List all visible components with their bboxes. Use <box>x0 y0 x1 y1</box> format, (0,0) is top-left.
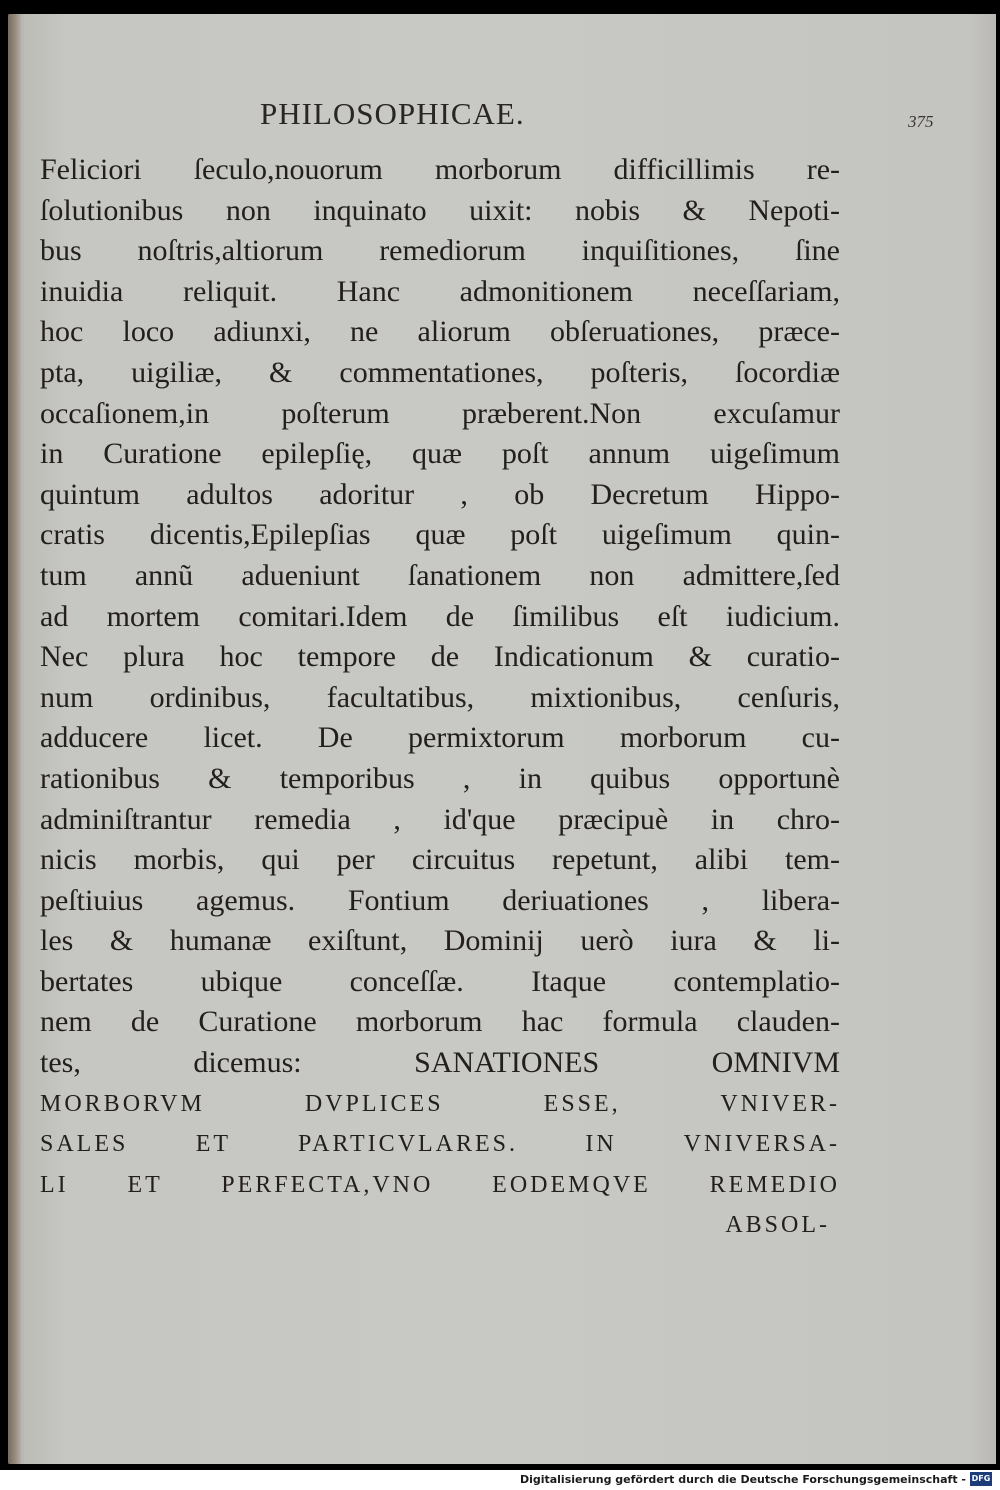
page-number: 375 <box>908 112 934 131</box>
page-binding-edge <box>8 14 22 1464</box>
running-head: PHILOSOPHICAE. <box>260 96 525 131</box>
text-line: inuidia reliquit. Hanc admonitionem neceſſariam, <box>40 274 840 308</box>
text-line: ſolutionibus non inquinato uixit: nobis & Nepoti- <box>40 193 840 227</box>
text-line: num ordinibus, facultatibus, mixtionibus, cenſuris, <box>40 680 840 714</box>
text-line: tum annũ adueniunt ſanationem non admittere,ſed <box>40 558 840 592</box>
text-line: rationibus & temporibus , in quibus opportunè <box>40 761 840 795</box>
text-line: Feliciori ſeculo,nouorum morborum difficillimis re- <box>40 153 840 186</box>
text-line: in Curatione epilepſię, quæ poſt annum uigeſimum <box>40 437 840 471</box>
body-text <box>40 150 840 1246</box>
text-line: ad mortem comitari.Idem de ſimilibus eſt iudicium. <box>40 599 840 633</box>
text-line: bus noſtris,altiorum remediorum inquiſitiones, ſine <box>40 234 840 268</box>
catchword-line: ABSOL- <box>725 1212 830 1239</box>
text-line: hoc loco adiunxi, ne aliorum obſeruationes, præce- <box>40 315 840 349</box>
text-line: adducere licet. De permixtorum morborum cu- <box>40 721 840 755</box>
text-line: pta, uigiliæ, & commentationes, poſteris, ſocordiæ <box>40 355 840 389</box>
text-line: adminiſtrantur remedia , id'que præcipuè in chro- <box>40 802 840 836</box>
text-line: quintum adultos adoritur , ob Decretum Hippo- <box>40 477 840 511</box>
text-line-capitals: MORBORVM DVPLICES ESSE, VNIVER- <box>40 1090 840 1117</box>
dfg-logo-icon: DFG <box>970 1472 992 1486</box>
text-line: nicis morbis, qui per circuitus repetunt, alibi tem- <box>40 843 840 877</box>
text-line: occaſionem,in poſterum præberent.Non excuſamur <box>40 396 840 430</box>
digitization-credit: Digitalisierung gefördert durch die Deutsche Forschungsgemeinschaft - <box>519 1473 966 1486</box>
text-line: les & humanæ exiſtunt, Dominij uerò iura & li- <box>40 924 840 958</box>
text-line-capitals: SALES ET PARTICVLARES. IN VNIVERSA- <box>40 1131 840 1158</box>
text-line: nem de Curatione morborum hac formula clauden- <box>40 1005 840 1039</box>
text-line: Nec plura hoc tempore de Indicationum & curatio- <box>40 640 840 674</box>
text-line: bertates ubique conceſſæ. Itaque contemplatio- <box>40 964 840 998</box>
text-line: cratis dicentis,Epilepſias quæ poſt uigeſimum quin- <box>40 518 840 552</box>
text-line: tes, dicemus: SANATIONES OMNIVM <box>40 1046 840 1080</box>
text-line: peſtiuius agemus. Fontium deriuationes , libera- <box>40 883 840 917</box>
text-line-capitals: LI ET PERFECTA,VNO EODEMQVE REMEDIO <box>40 1171 840 1198</box>
